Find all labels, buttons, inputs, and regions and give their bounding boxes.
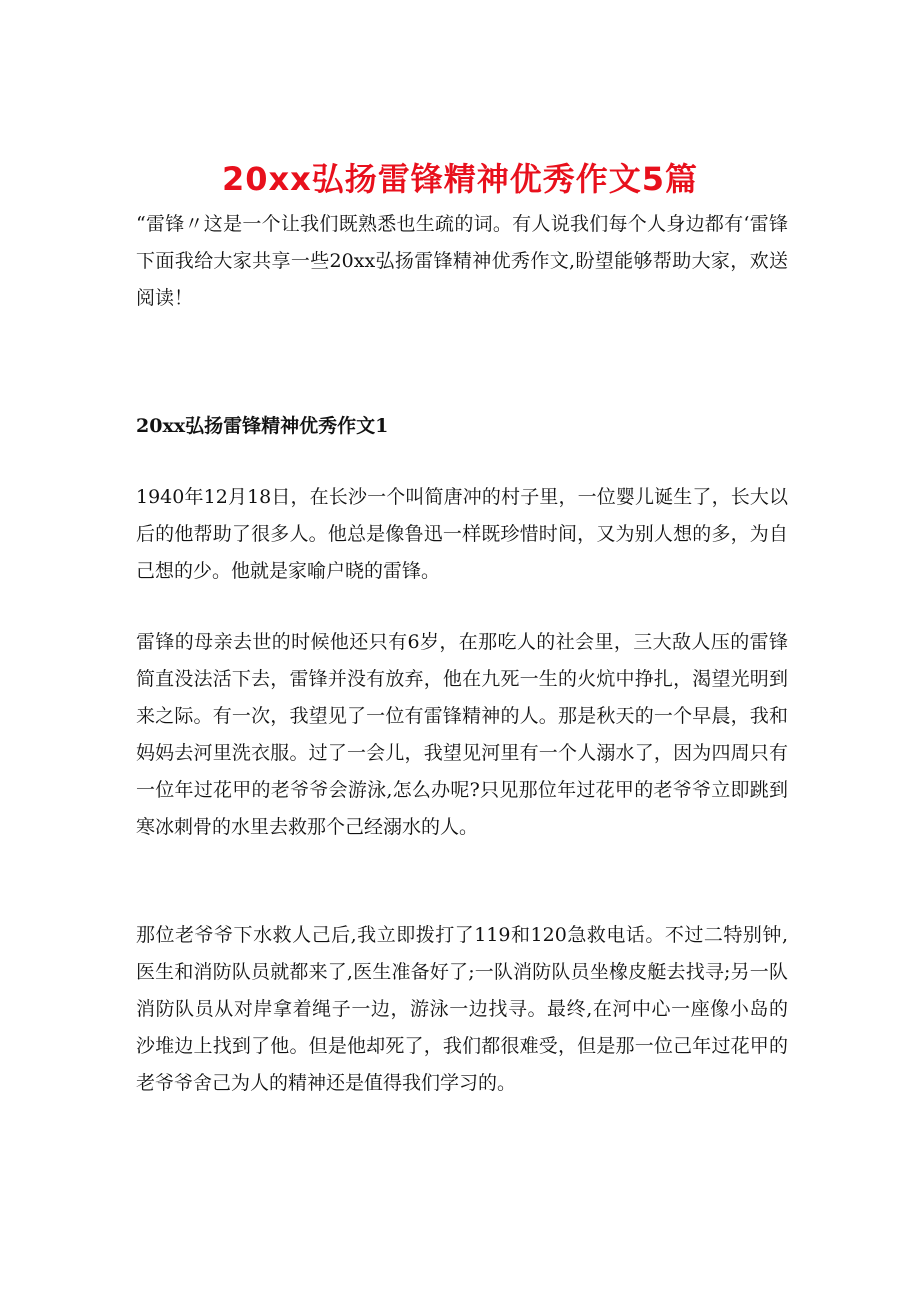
document-title: 20xx弘扬雷锋精神优秀作文5篇 [221, 160, 699, 199]
body-paragraph: 那位老爷爷下水救人己后,我立即拨打了119和120急救电话。不过二特别钟,医生和消防队员就都来了,医生准备好了;一队消防队员坐橡皮艇去找寻;另一队消防队员从对岸拿着绳子一边，游泳一边找寻。最终,在河中心一座像小岛的沙堆边上找到了他。但是他却死了，我们都很难受，但是那一位己年过花甲的老爷爷舍己为人的精神还是值得我们学习的。 [136, 924, 788, 1094]
intro-paragraph: “雷锋〃这是一个让我们既熟悉也生疏的词。有人说我们每个人身边都有‘雷锋下面我给大家共享一些20xx弘扬雷锋精神优秀作文,盼望能够帮助大家，欢送阅读！ [136, 213, 788, 309]
section-heading: 20xx弘扬雷锋精神优秀作文1 [136, 415, 389, 437]
body-paragraph: 雷锋的母亲去世的时候他还只有6岁，在那吃人的社会里，三大敌人压的雷锋简直没法活下去，雷锋并没有放弃，他在九死一生的火炕中挣扎，渴望光明到来之际。有一次，我望见了一位有雷锋精神的人。那是秋天的一个早晨，我和妈妈去河里洗衣服。过了一会儿，我望见河里有一个人溺水了，因为四周只有一位年过花甲的老爷爷会游泳,怎么办呢?只见那位年过花甲的老爷爷立即跳到寒冰刺骨的水里去救那个己经溺水的人。 [136, 631, 788, 838]
body-paragraph: 1940年12月18日，在长沙一个叫简唐冲的村子里，一位婴儿诞生了，长大以后的他帮助了很多人。他总是像鲁迅一样既珍惜时间，又为别人想的多，为自己想的少。他就是家喻户晓的雷锋。 [136, 486, 788, 582]
